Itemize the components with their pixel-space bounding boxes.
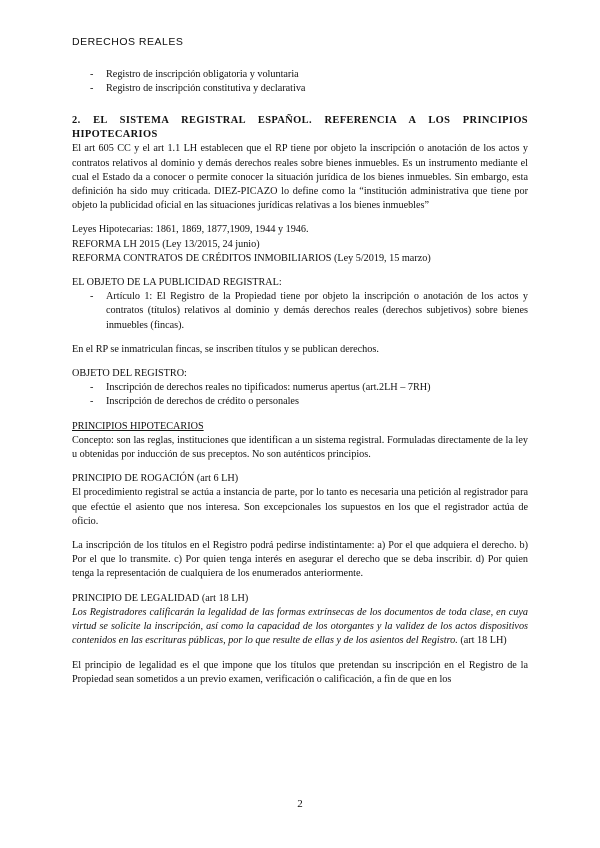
paragraph: El principio de legalidad es el que impone que los títulos que pretendan su inscripción en el Registro de la Propiedad sean sometidos a un previo examen, verificación o calificación, a fin de que en los [72, 659, 528, 685]
list-item: - Registro de inscripción constitutiva y declarativa [90, 82, 528, 96]
paragraph: El procedimiento registral se actúa a instancia de parte, por lo tanto es necesaria una petición al registrador para que efectúe el asiento que nos interesa. Son excepcionales los supuestos en los que el registrador actúa de oficio. [72, 487, 528, 527]
legal-quote: Los Registradores calificarán la legalidad de las formas extrínsecas de los documentos de toda clase, en cuya virtud se solicite la inscripción, así como la capacidad de los otorgantes y la validez de los actos dispositivos contenidos en las escrituras públicas, por lo que resulte de ellas y de los asientos del Registro. [72, 606, 528, 647]
page-content [72, 68, 528, 687]
laws-line: Leyes Hipotecarias: 1861, 1869, 1877,1909, 1944 y 1946. [72, 224, 309, 236]
section-heading: 2. EL SISTEMA REGISTRAL ESPAÑOL. REFERENCIA A LOS PRINCIPIOS HIPOTECARIOS [72, 115, 528, 141]
list-item: - Inscripción de derechos reales no tipificados: numerus apertus (art.2LH – 7RH) [90, 381, 528, 395]
list-item: - Inscripción de derechos de crédito o personales [90, 395, 528, 409]
reforma-line: REFORMA LH 2015 (Ley 13/2015, 24 junio) [72, 238, 260, 250]
bullet-list [72, 290, 528, 333]
top-bullet-list [72, 68, 528, 96]
paragraph: Concepto: son las reglas, instituciones que identifican a un sistema registral. Formuladas directamente de la ley u obtenidas por inducción de sus preceptos. No son auténticos principios. [72, 434, 528, 461]
page-number: 2 [297, 798, 303, 810]
subheading: OBJETO DEL REGISTRO: [72, 368, 187, 380]
reforma-line: REFORMA CONTRATOS DE CRÉDITOS INMOBILIARIOS (Ley 5/2019, 15 marzo) [72, 252, 431, 264]
subheading: EL OBJETO DE LA PUBLICIDAD REGISTRAL: [72, 277, 282, 289]
list-item: - Registro de inscripción obligatoria y voluntaria [90, 68, 528, 82]
bullet-list [72, 381, 528, 409]
quote-reference: (art 18 LH) [457, 635, 507, 647]
subheading: PRINCIPIOS HIPOTECARIOS [72, 420, 204, 432]
quote-paragraph [72, 606, 528, 649]
paragraph: En el RP se inmatriculan fincas, se inscriben títulos y se publican derechos. [72, 343, 379, 355]
subheading: PRINCIPIO DE ROGACIÓN (art 6 LH) [72, 473, 239, 485]
paragraph-intro: El art 605 CC y el art 1.1 LH establecen que el RP tiene por objeto la inscripción o anotación de los actos y contratos relativos al dominio y demás derechos reales sobre bienes inmuebles. Es un instrumento mediante el cual el Estado da a conocer o permite conocer la situación jurídica de los bienes inmuebles. Sin embargo, esta definición ha sido muy criticada. DIEZ-PICAZO lo define como la “institución administrativa que tiene por objeto la publicidad oficial en las situaciones jurídicas relativas a los bienes inmuebles” [72, 143, 528, 212]
subheading: PRINCIPIO DE LEGALIDAD (art 18 LH) [72, 592, 249, 604]
paragraph: La inscripción de los títulos en el Registro podrá pedirse indistintamente: a) Por el que adquiera el derecho. b) Por el que lo transmite. c) Por quien tenga interés en asegurar el derecho que se deba inscribir. d) Por quien tenga la representación de cualquiera de los enumerados anteriormente. [72, 540, 528, 580]
list-item: - Artículo 1: El Registro de la Propiedad tiene por objeto la inscripción o anotación de los actos y contratos (títulos) relativos al dominio y demás derechos reales (derechos subjetivos) sobre bienes inmuebles (fincas). [90, 290, 528, 333]
running-header: DERECHOS REALES [72, 36, 184, 48]
